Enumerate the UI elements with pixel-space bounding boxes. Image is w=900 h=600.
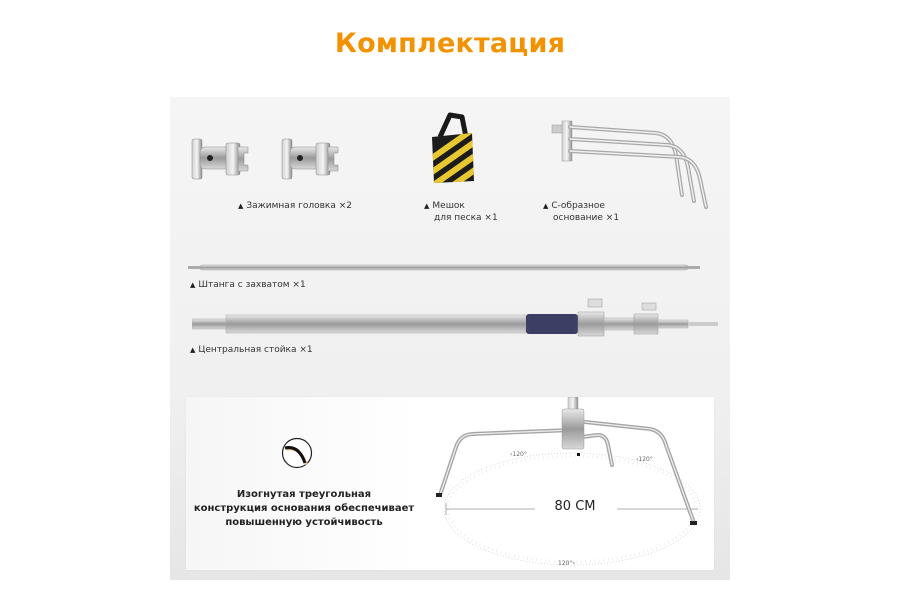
sandbag-icon — [428, 111, 476, 187]
base-diagram — [422, 397, 714, 570]
angle-label-bottom: 120°› — [558, 560, 575, 567]
item-grip-head: ▲ Зажимная головка ×2 — [238, 201, 352, 211]
item-c-base: ▲ C-образное основание ×1 — [543, 201, 620, 223]
grip-head-icon — [188, 135, 348, 185]
triangle-marker-icon: ▲ — [190, 281, 196, 289]
angle-label-left: ‹120° — [510, 451, 527, 458]
grip-arm-icon — [188, 264, 700, 272]
curved-leg-icon — [281, 437, 313, 469]
contents-panel — [170, 97, 730, 580]
triangle-marker-icon: ▲ — [543, 202, 549, 210]
triangle-marker-icon: ▲ — [238, 202, 244, 210]
feature-card — [186, 397, 714, 570]
feature-description — [186, 397, 422, 570]
diameter-label: 80 СМ — [535, 499, 615, 514]
center-column-icon — [192, 295, 722, 341]
feature-text: Изогнутая треугольная конструкция основания обеспечивает повышенную устойчивость — [193, 489, 415, 528]
c-base-icon — [546, 115, 736, 211]
triangle-marker-icon: ▲ — [190, 346, 196, 354]
page-title: Комплектация — [334, 28, 566, 59]
item-center-column: ▲ Центральная стойка ×1 — [190, 345, 313, 355]
item-grip-arm: ▲ Штанга с захватом ×1 — [190, 280, 306, 290]
triangle-marker-icon: ▲ — [424, 202, 430, 210]
angle-label-right: ‹120° — [636, 456, 653, 463]
item-sandbag: ▲ Мешок для песка ×1 — [424, 201, 498, 223]
